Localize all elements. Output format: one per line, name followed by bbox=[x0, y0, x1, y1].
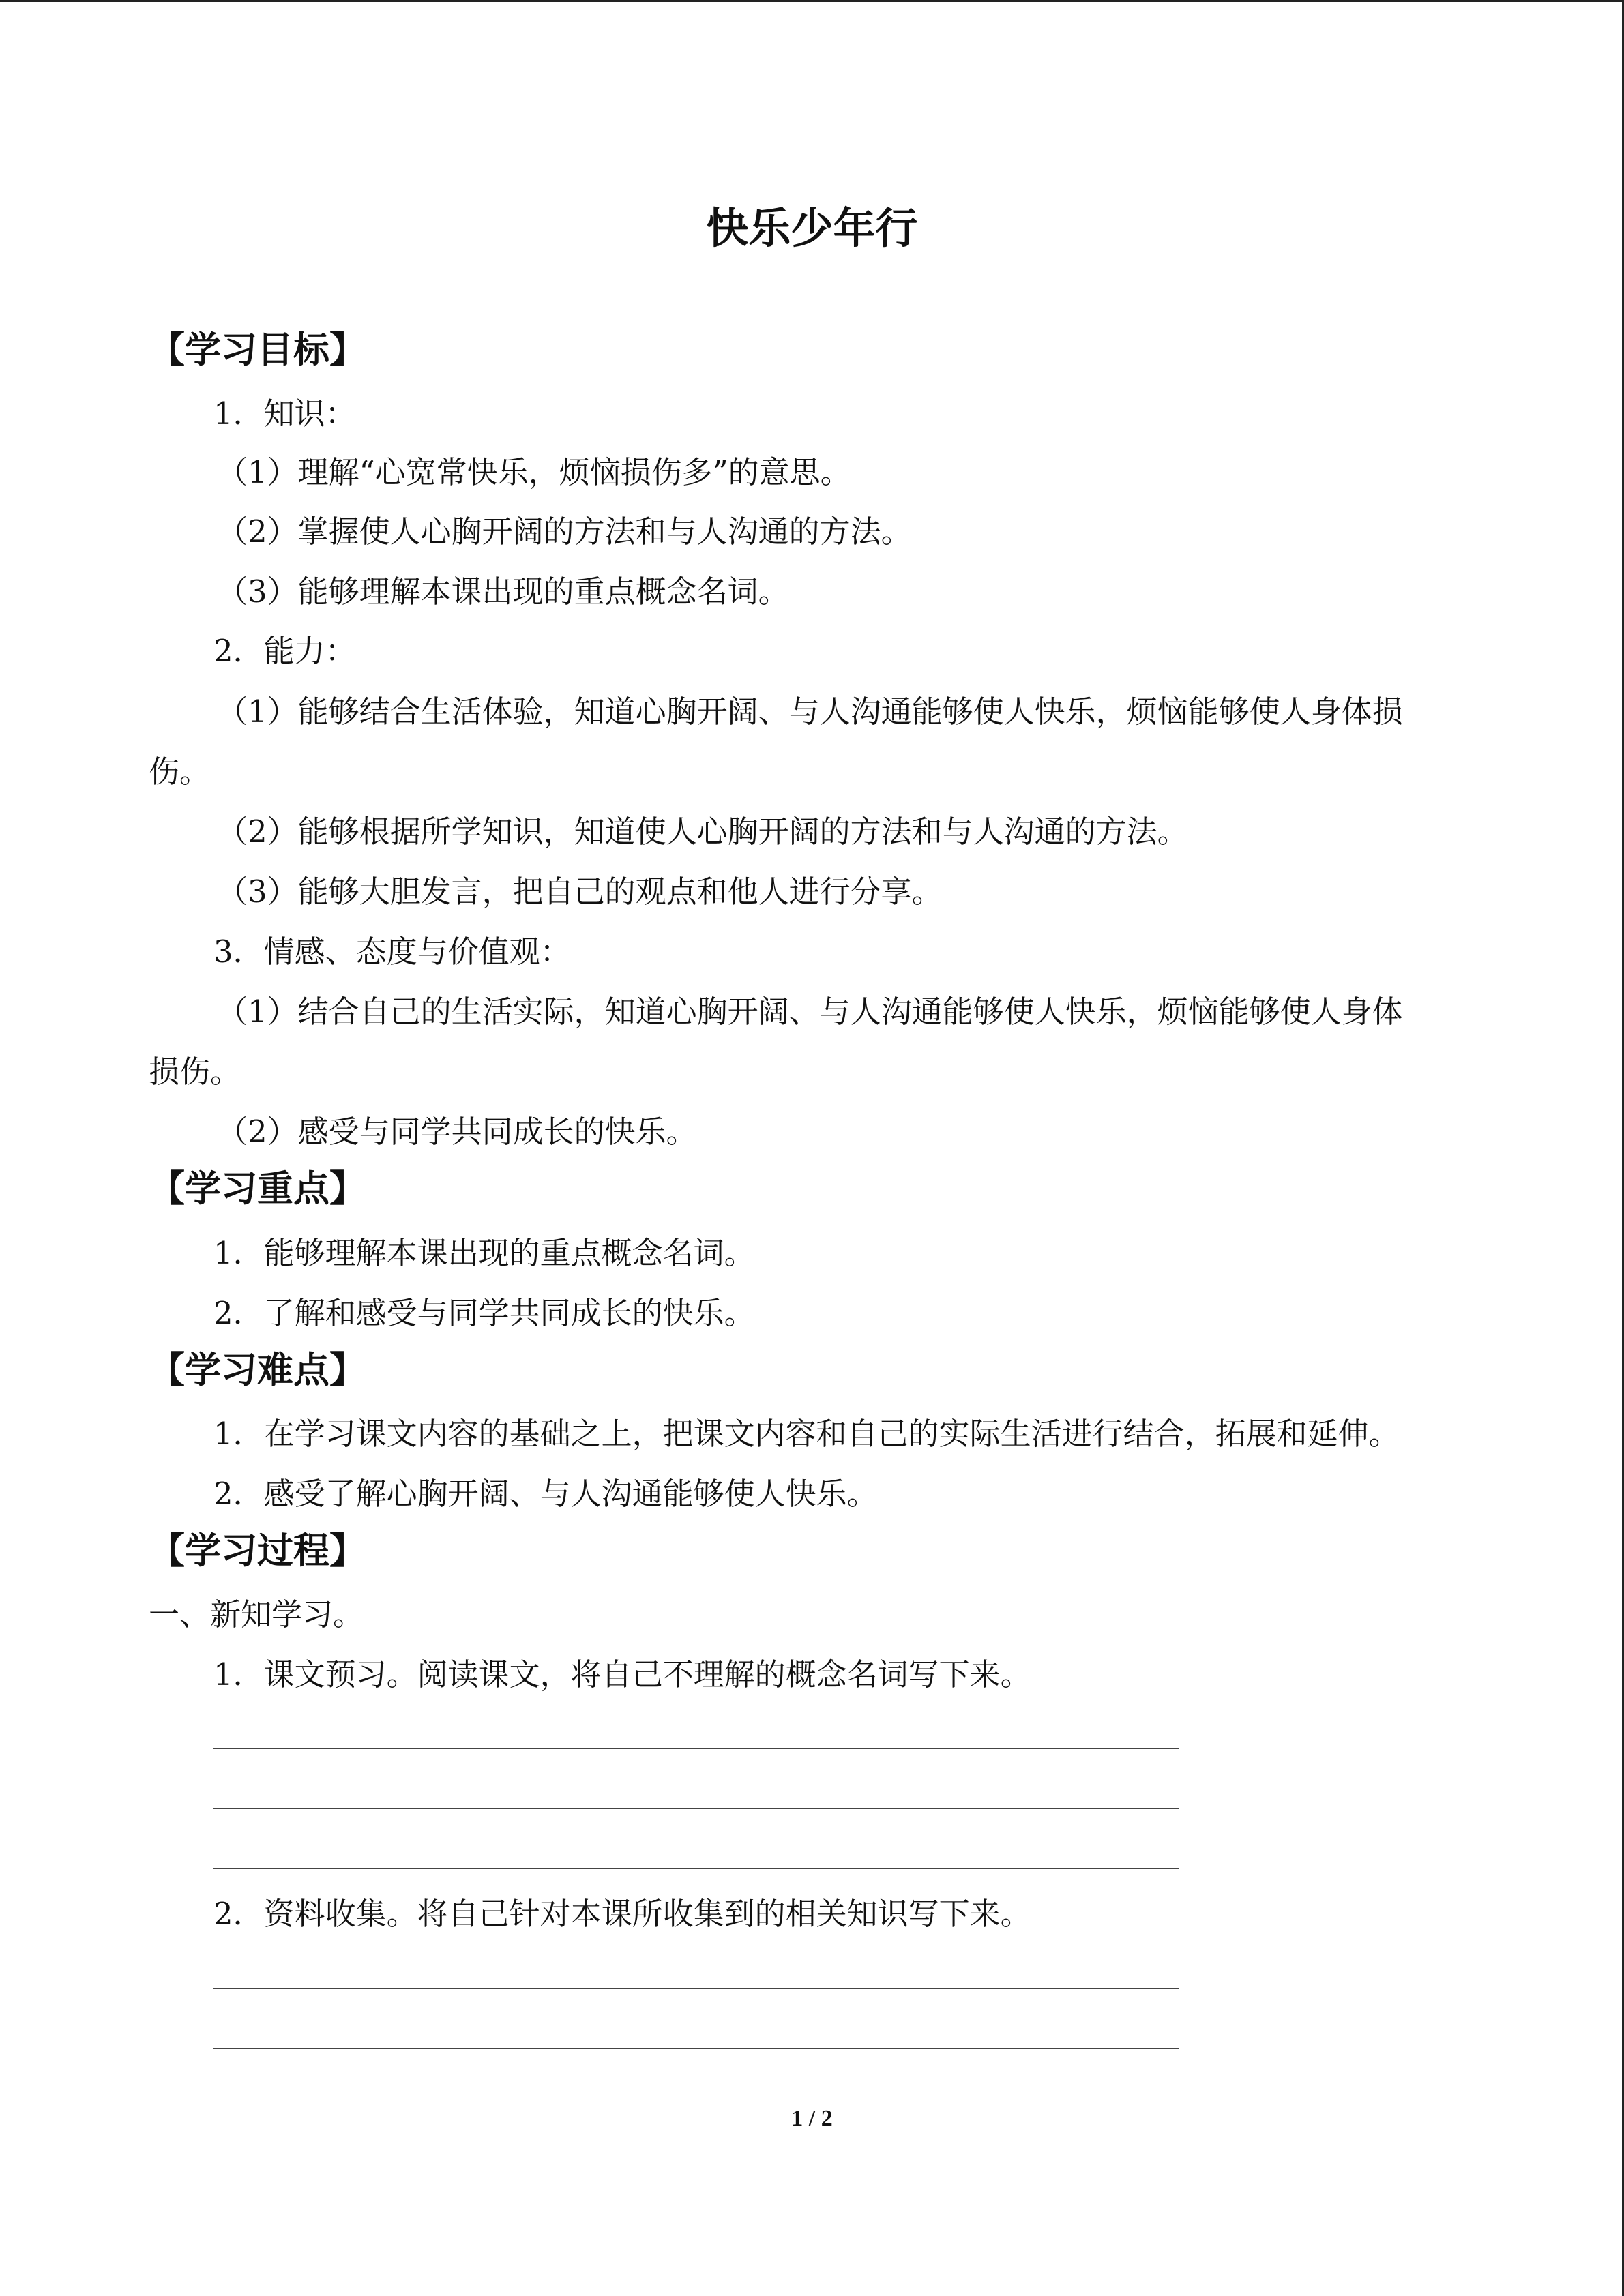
key-point-1: 1．能够理解本课出现的重点概念名词。 bbox=[213, 1235, 755, 1271]
page-border-top bbox=[0, 0, 1624, 2]
answer-line-3[interactable] bbox=[213, 1868, 1179, 1869]
process-part-1: 一、新知学习。 bbox=[149, 1596, 364, 1632]
answer-line-4[interactable] bbox=[213, 1988, 1179, 1989]
heading-key-points: 【学习重点】 bbox=[149, 1168, 366, 1210]
page-number: 1 / 2 bbox=[791, 2106, 833, 2131]
goals-ability-label: 2．能力： bbox=[213, 633, 356, 669]
answer-line-1[interactable] bbox=[213, 1748, 1179, 1749]
difficulty-2: 2．感受了解心胸开阔、与人沟通能够使人快乐。 bbox=[213, 1476, 878, 1512]
goals-ability-item-1-line-2: 伤。 bbox=[149, 754, 211, 790]
page-title: 快乐少年行 bbox=[706, 203, 918, 253]
answer-line-5[interactable] bbox=[213, 2048, 1179, 2049]
goals-knowledge-item-1: （1）理解“心宽常快乐，烦恼损伤多”的意思。 bbox=[217, 454, 851, 490]
goals-emotion-item-2: （2）感受与同学共同成长的快乐。 bbox=[217, 1114, 697, 1150]
heading-learning-goals: 【学习目标】 bbox=[149, 329, 366, 371]
goals-knowledge-label: 1．知识： bbox=[213, 396, 356, 432]
goals-ability-item-1-line-1: （1）能够结合生活体验，知道心胸开阔、与人沟通能够使人快乐，烦恼能够使人身体损 bbox=[217, 694, 1403, 730]
difficulty-1: 1．在学习课文内容的基础之上，把课文内容和自己的实际生活进行结合，拓展和延伸。 bbox=[213, 1416, 1400, 1452]
process-task-1: 1．课文预习。阅读课文，将自己不理解的概念名词写下来。 bbox=[213, 1656, 1031, 1693]
goals-emotion-item-1-line-1: （1）结合自己的生活实际，知道心胸开阔、与人沟通能够使人快乐，烦恼能够使人身体 bbox=[217, 994, 1403, 1030]
goals-knowledge-item-3: （3）能够理解本课出现的重点概念名词。 bbox=[217, 573, 789, 610]
heading-difficulties: 【学习难点】 bbox=[149, 1350, 366, 1391]
goals-ability-item-2: （2）能够根据所学知识，知道使人心胸开阔的方法和与人沟通的方法。 bbox=[217, 814, 1188, 850]
goals-emotion-label: 3．情感、态度与价值观： bbox=[213, 934, 571, 970]
process-task-2: 2．资料收集。将自己针对本课所收集到的相关知识写下来。 bbox=[213, 1896, 1031, 1932]
key-point-2: 2．了解和感受与同学共同成长的快乐。 bbox=[213, 1295, 755, 1331]
goals-emotion-item-1-line-2: 损伤。 bbox=[149, 1054, 241, 1090]
answer-line-2[interactable] bbox=[213, 1808, 1179, 1809]
goals-ability-item-3: （3）能够大胆发言，把自己的观点和他人进行分享。 bbox=[217, 874, 943, 910]
heading-learning-process: 【学习过程】 bbox=[149, 1530, 366, 1572]
goals-knowledge-item-2: （2）掌握使人心胸开阔的方法和与人沟通的方法。 bbox=[217, 513, 912, 550]
